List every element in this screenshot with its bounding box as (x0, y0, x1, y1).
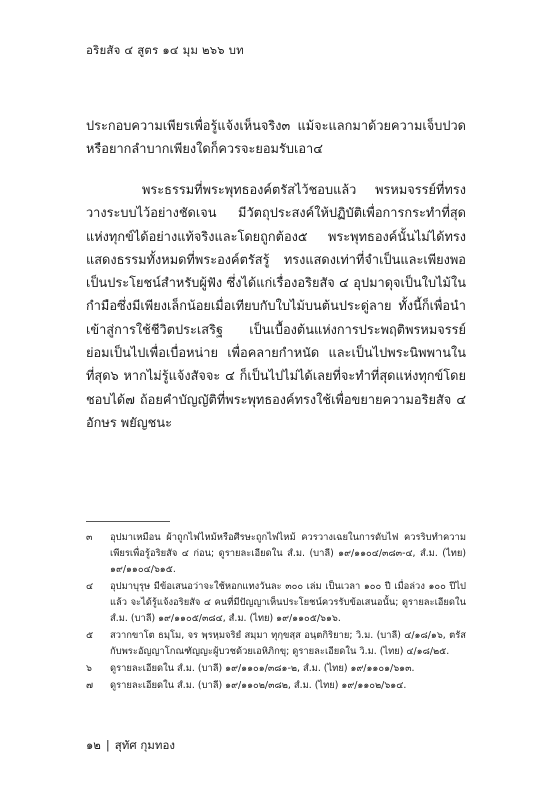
footnote-text: สวากขาโต ธมฺโม, จร พฺรหฺมจริยํ สมฺมา ทุกฺขสฺส อนฺตกิริยาย; วิ.ม. (บาลี) ๔/๑๘/๑๖, ตรัสกับพระอัญญาโกณฑัญญะผู้บวชด้วยเอหิภิกขุ; ดูรายละเอียดใน วิ.ม. (ไทย) ๔/๑๘/๒๕. (110, 630, 466, 657)
footnote (86, 530, 466, 578)
body-paragraph: พระธรรมที่พระพุทธองค์ตรัสไว้ชอบแล้ว พรหมจรรย์ที่ทรงวางระบบไว้อย่างชัดเจน มีวัตถุประสงค์ให้ปฏิบัติเพื่อการกระทำที่สุดแห่งทุกข์ได้อย่างแท้จริงและโดยถูกต้อง๕ พระพุทธองค์นั้นไม่ได้ทรงแสดงธรรมทั้งหมดที่พระองค์ตรัสรู้ ทรงแสดงเท่าที่จำเป็นและเพียงพอ เป็นประโยชน์สำหรับผู้ฟัง ซึ่งได้แก่เรื่องอริยสัจ ๔ อุปมาดุจเป็นใบไม้ในกำมือซึ่งมีเพียงเล็กน้อยเมื่อเทียบกับใบไม้บนต้นประดู่ลาย ทั้งนี้ก็เพื่อนำเข้าสู่การใช้ชีวิตประเสริฐ เป็นเบื้องต้นแห่งการประพฤติพรหมจรรย์ ย่อมเป็นไปเพื่อเบื่อหน่าย เพื่อคลายกำหนัด และเป็นไปพระนิพพานในที่สุด๖ หากไม่รู้แจ้งสัจจะ ๔ ก็เป็นไปไม่ได้เลยที่จะทำที่สุดแห่งทุกข์โดยชอบได้๗ ถ้อยคำบัญญัติที่พระพุทธองค์ทรงใช้เพื่อขยายความอริยสัจ ๔ อักษร พยัญชนะ (86, 183, 466, 431)
author-name: สุทัศ กุมทอง (114, 738, 175, 752)
footnote-text: ดูรายละเอียดใน สํ.ม. (บาลี) ๑๙/๑๑๐๒/๓๘๒, สํ.ม. (ไทย) ๑๙/๑๑๐๒/๖๑๔. (110, 680, 407, 691)
footer-separator: | (105, 738, 110, 752)
footnote-text: อุปมาเหมือน ผ้าถูกไฟไหม้หรือศีรษะถูกไฟไหม้ ควรวางเฉยในการดับไฟ ควรริบทำความเพียรเพื่อรู้อริยสัจ ๔ ก่อน; ดูรายละเอียดใน สํ.ม. (บาลี) ๑๙/๑๑๐๔/๓๘๓-๔, สํ.ม. (ไทย) ๑๙/๑๑๐๔/๖๑๕. (110, 532, 466, 575)
footnote (86, 628, 466, 660)
footnotes-list (86, 530, 466, 695)
footnote-text: อุปมาบุรุษ มีข้อเสนอว่าจะใช้หอกแทงวันละ ๓๐๐ เล่ม เป็นเวลา ๑๐๐ ปี เมื่อล่วง ๑๐๐ ปีไปแล้ว จะได้รู้แจ้งอริยสัจ ๔ คนที่มีปัญญาเห็นประโยชน์ควรรับข้อเสนอนั้น; ดูรายละเอียดใน สํ.ม. (บาลี) ๑๙/๑๑๐๕/๓๘๔, สํ.ม. (ไทย) ๑๙/๑๑๐๕/๖๑๖. (110, 581, 466, 624)
footnote-number: ๕ (86, 630, 94, 641)
running-header: อริยสัจ ๔ สูตร ๑๔ มุม ๒๖๖ บท (86, 43, 244, 57)
footnote-divider (86, 521, 170, 522)
body-paragraph: ประกอบความเพียรเพื่อรู้แจ้งเห็นจริง๓ แม้จะแลกมาด้วยความเจ็บปวดหรือยากลำบากเพียงใดก็ควรจะยอมรับเอา๔ (86, 119, 466, 158)
footnote (86, 579, 466, 627)
running-footer (86, 737, 175, 755)
footnote (86, 661, 466, 677)
footnote-number: ๗ (86, 680, 94, 691)
footnote-number: ๓ (86, 532, 93, 543)
footnote (86, 678, 466, 694)
footnote-number: ๖ (86, 663, 92, 674)
page-number: ๑๒ (86, 738, 101, 752)
footnote-number: ๔ (86, 581, 94, 592)
footnote-text: ดูรายละเอียดใน สํ.ม. (บาลี) ๑๙/๑๑๐๑/๓๘๑-๒, สํ.ม. (ไทย) ๑๙/๑๑๐๑/๖๑๓. (110, 663, 415, 674)
